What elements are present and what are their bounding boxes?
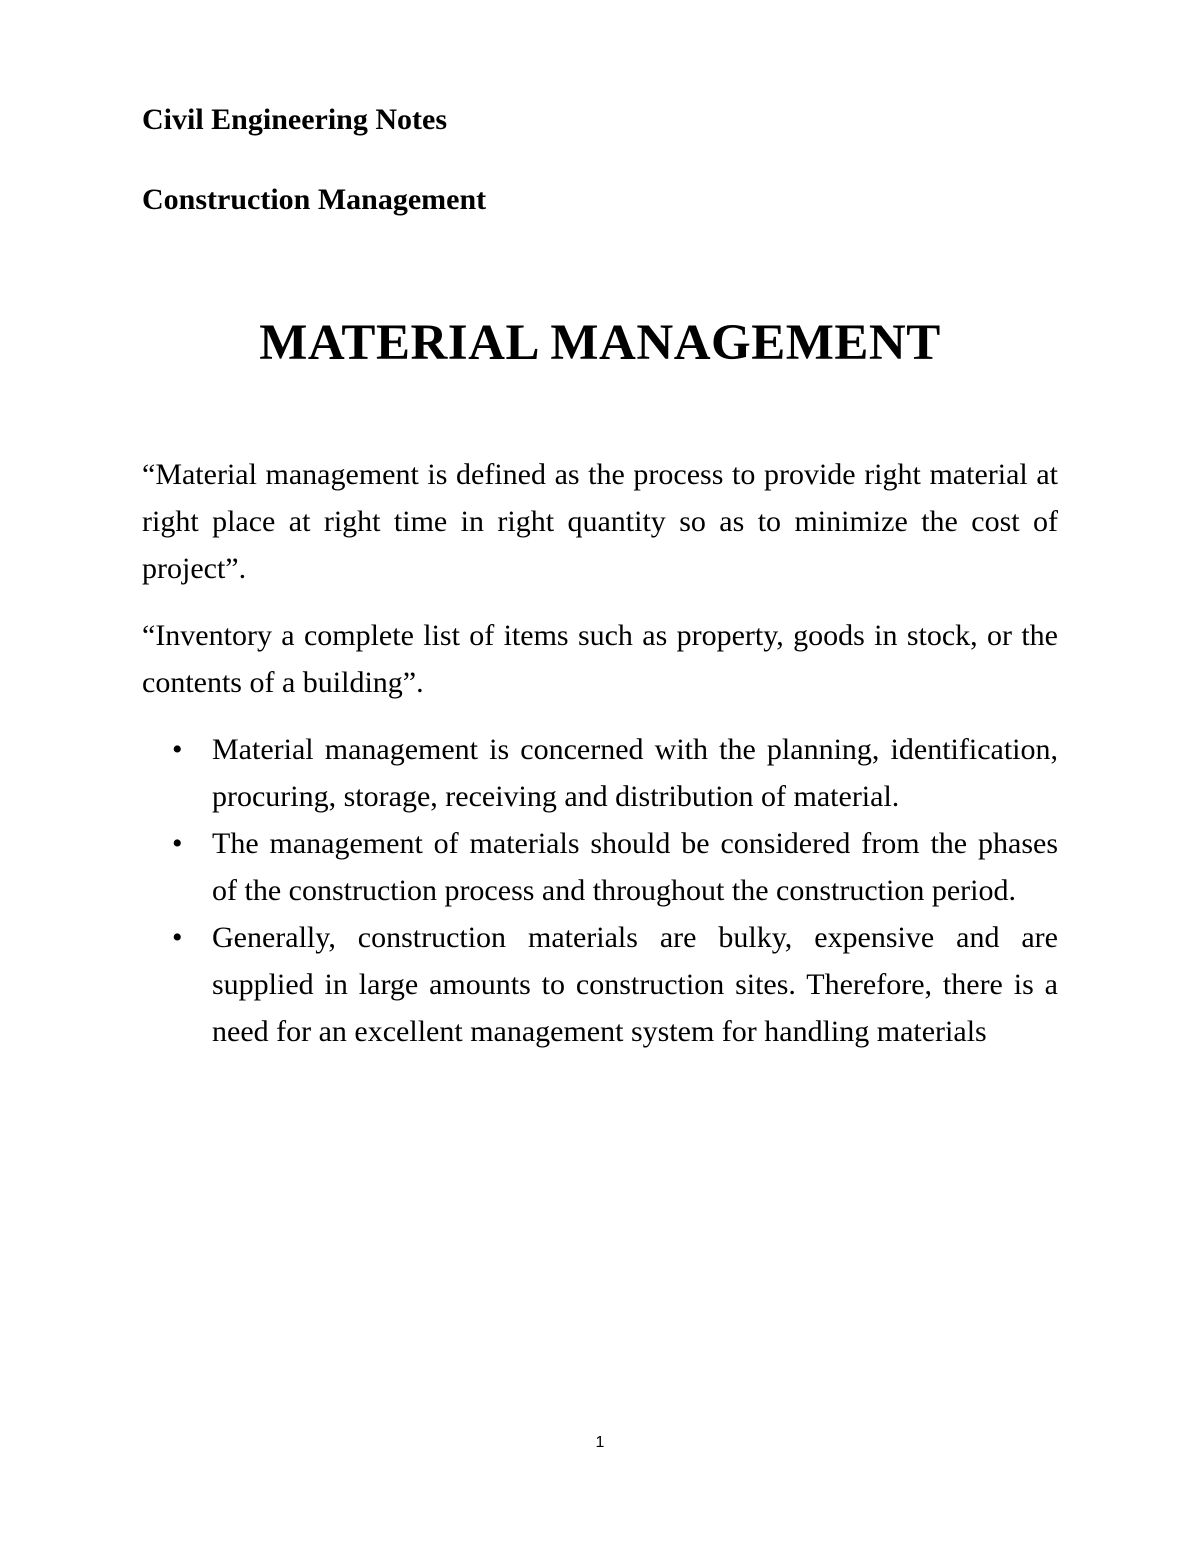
bullet-item <box>142 820 1058 914</box>
definition-paragraph: “Material management is defined as the process to provide right material at right place at right time in right quantity so as to minimize the cost of project”. <box>142 458 1058 585</box>
bullet-icon: • <box>172 827 183 860</box>
bullet-text: Generally, construction materials are bulky, expensive and are supplied in large amounts to construction sites. Therefore, there is a need for an excellent management system for handling materials <box>212 921 1058 1048</box>
bullet-text: The management of materials should be considered from the phases of the construction process and throughout the construction period. <box>212 827 1058 907</box>
page-title: MATERIAL MANAGEMENT <box>259 315 941 371</box>
bullet-item <box>142 914 1058 1055</box>
subject-heading: Civil Engineering Notes <box>142 103 447 136</box>
bullet-list <box>142 726 1058 1055</box>
bullet-icon: • <box>172 733 183 766</box>
topic-heading: Construction Management <box>142 183 487 216</box>
inventory-paragraph: “Inventory a complete list of items such as property, goods in stock, or the contents of a building”. <box>142 619 1058 699</box>
bullet-text: Material management is concerned with the planning, identification, procuring, storage, receiving and distribution of material. <box>212 733 1058 813</box>
bullet-icon: • <box>172 921 183 954</box>
bullet-item <box>142 726 1058 820</box>
page-number: 1 <box>595 1434 605 1451</box>
